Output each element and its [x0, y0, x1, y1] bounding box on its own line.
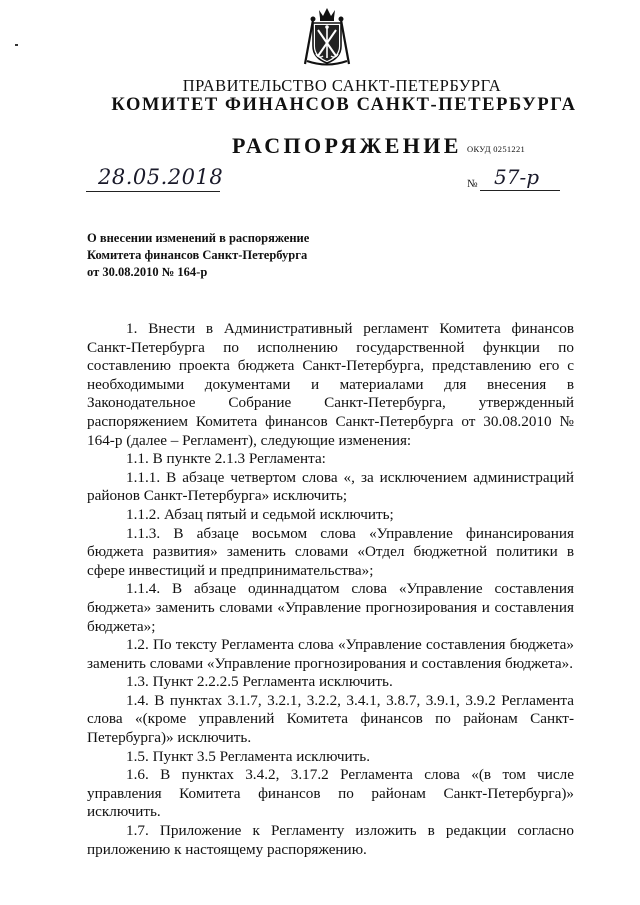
- body-paragraph: 1.7. Приложение к Регламенту изложить в редакции согласно приложению к настоящему распоряжению.: [87, 822, 574, 858]
- body-paragraph: 1.1. В пункте 2.1.3 Регламента:: [126, 450, 326, 468]
- body-paragraph: 1. Внести в Административный регламент Комитета финансов Санкт-Петербурга по исполнению государственной функции по составлению проекта бюджета Санкт-Петербурга, представлению его с необходимыми документами и материалами для внесения в Законодательное Собрание Санкт-Петербурга, утвержденный распоряжением Комитета финансов Санкт-Петербурга от 30.08.2010 № 164-р (далее – Регламент), следующие изменения:: [87, 320, 574, 449]
- body-paragraph: 1.3. Пункт 2.2.2.5 Регламента исключить.: [126, 673, 393, 691]
- document-subject: [87, 230, 387, 281]
- okud-code: ОКУД 0251221: [467, 144, 526, 154]
- government-title: ПРАВИТЕЛЬСТВО САНКТ-ПЕТЕРБУРГА: [182, 76, 502, 95]
- spb-coat-of-arms-icon: [301, 6, 353, 68]
- document-number: 57-р: [494, 165, 540, 189]
- body-paragraph: 1.5. Пункт 3.5 Регламента исключить.: [126, 747, 370, 765]
- committee-title: КОМИТЕТ ФИНАНСОВ САНКТ-ПЕТЕРБУРГА: [111, 95, 577, 115]
- body-paragraph: 1.6. В пунктах 3.4.2, 3.17.2 Регламента слова «(в том числе управления Комитета финансов по районам Санкт-Петербурга)» исключить.: [87, 766, 574, 821]
- document-type: РАСПОРЯЖЕНИЕ: [232, 133, 462, 158]
- subject-line: от 30.08.2010 № 164-р: [87, 265, 208, 279]
- document-body: [87, 320, 574, 859]
- body-paragraph: 1.1.3. В абзаце восьмом слова «Управление финансирования бюджета развития» заменить словами «Отдел бюджетной политики в сфере инвестиций и предпринимательства»;: [87, 524, 574, 579]
- document-date: 28.05.2018: [98, 165, 224, 189]
- body-paragraph: 1.2. По тексту Регламента слова «Управление составления бюджета» заменить словами «Управление прогнозирования и составления бюджета».: [87, 636, 574, 672]
- body-paragraph: 1.4. В пунктах 3.1.7, 3.2.1, 3.2.2, 3.4.1, 3.8.7, 3.9.1, 3.9.2 Регламента слова «(кроме управлений Комитета финансов по районам Санкт-Петербурга)» исключить.: [87, 691, 574, 747]
- number-label: №: [467, 178, 478, 190]
- subject-line: Комитета финансов Санкт-Петербурга: [87, 248, 308, 262]
- number-underline: [480, 190, 560, 191]
- body-paragraph: 1.1.4. В абзаце одиннадцатом слова «Управление составления бюджета» заменить словами «Управление прогнозирования и составления бюджета»;: [87, 580, 574, 635]
- date-underline: [86, 191, 220, 192]
- scan-speck: [15, 44, 18, 46]
- body-paragraph: 1.1.2. Абзац пятый и седьмой исключить;: [126, 505, 394, 523]
- body-paragraph: 1.1.1. В абзаце четвертом слова «, за исключением администраций районов Санкт-Петербурга» исключить;: [87, 468, 574, 505]
- subject-line: О внесении изменений в распоряжение: [87, 231, 310, 245]
